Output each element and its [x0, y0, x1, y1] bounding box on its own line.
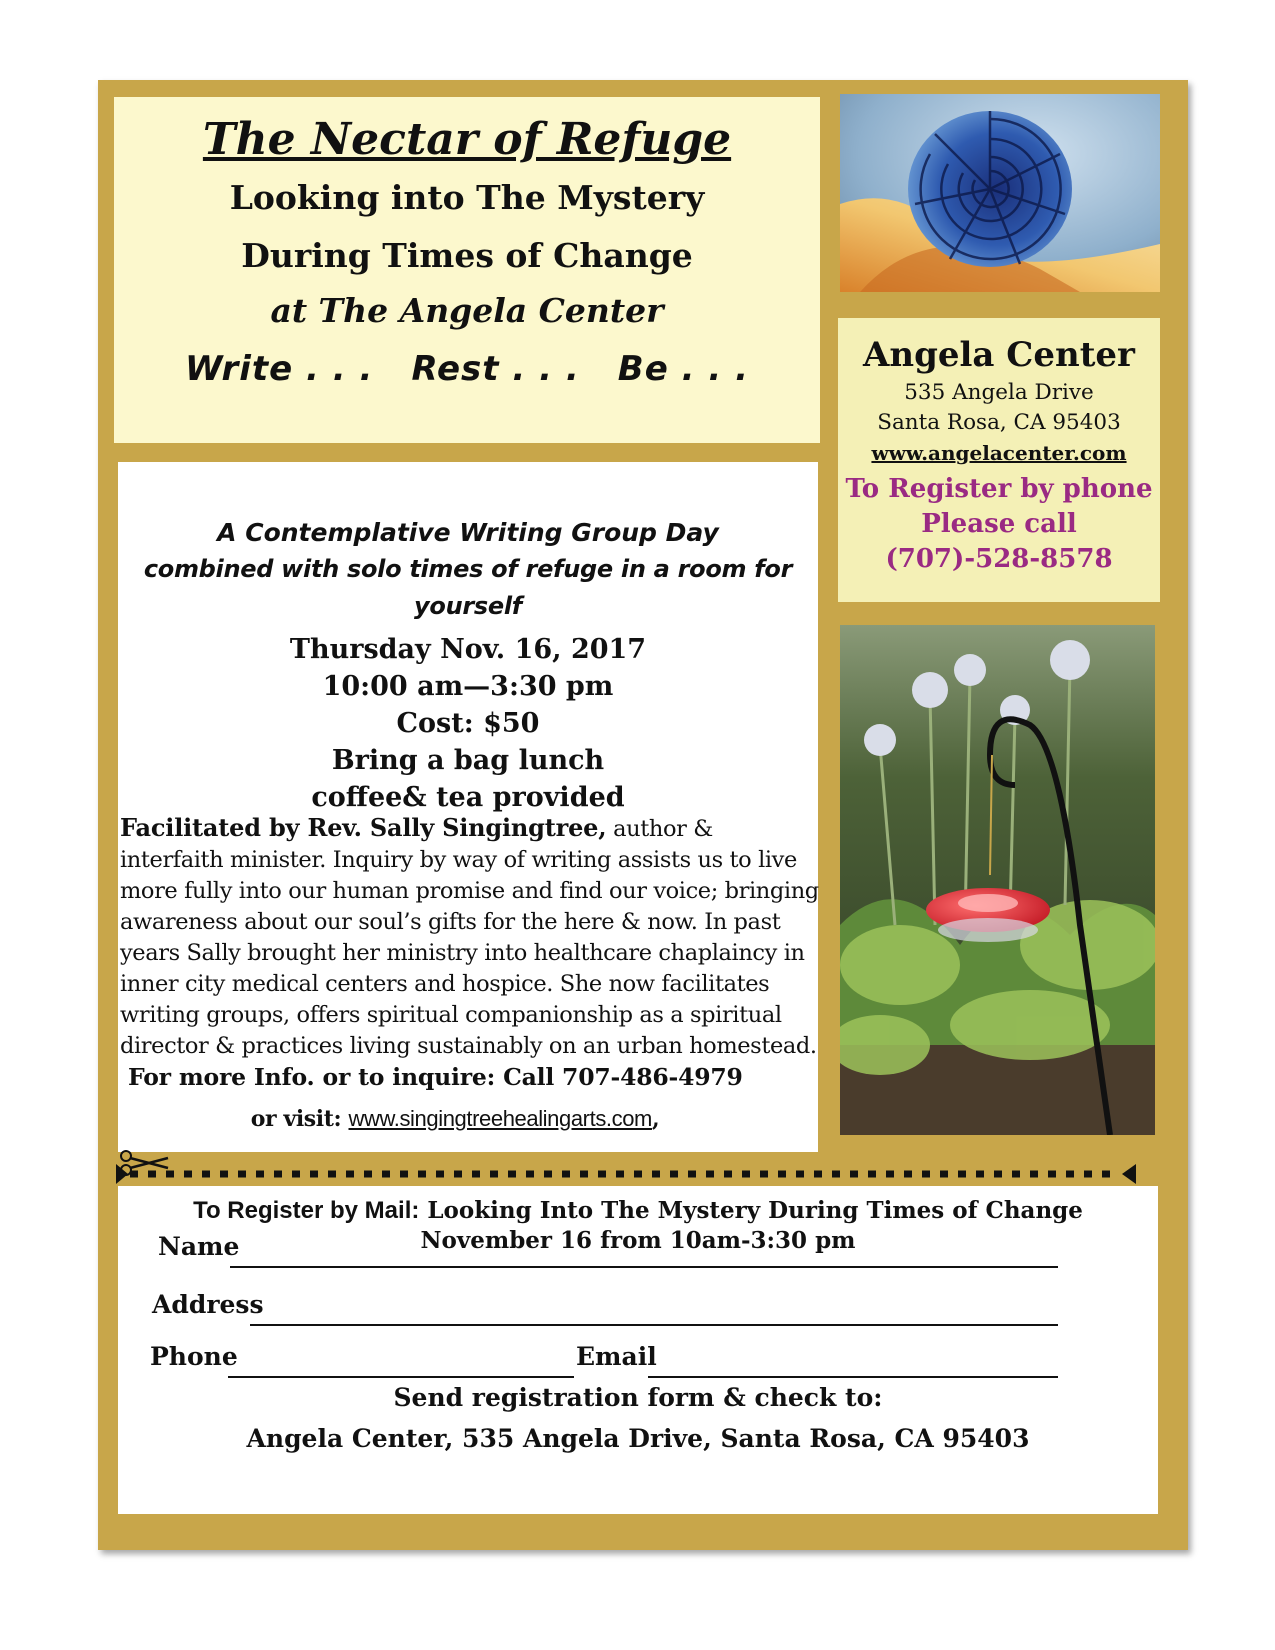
- facilitator-bio: [120, 812, 820, 1135]
- center-city: Santa Rosa, CA 95403: [877, 410, 1121, 435]
- location-line: at The Angela Center: [270, 291, 664, 330]
- contact-panel: [838, 318, 1160, 602]
- tagline: [114, 339, 820, 399]
- registration-form: [118, 1186, 1158, 1514]
- phone-input-line[interactable]: [228, 1376, 574, 1378]
- subtitle-line-2: During Times of Change: [241, 236, 693, 275]
- visit-suffix: ,: [652, 1106, 660, 1132]
- mail-title: Looking Into The Mystery During Times of Change: [419, 1197, 1083, 1224]
- mail-label: To Register by Mail:: [193, 1197, 420, 1224]
- subtitle-line-1: Looking into The Mystery: [229, 178, 705, 217]
- name-field: [158, 1232, 1058, 1272]
- cut-line: [116, 1148, 1136, 1184]
- event-cost: Cost: $50: [396, 708, 540, 739]
- send-label: Send registration form & check to:: [393, 1383, 883, 1412]
- phone-label-2: Please call: [921, 509, 1077, 539]
- send-address: Angela Center, 535 Angela Drive, Santa Rosa, CA 95403: [246, 1424, 1030, 1453]
- tagline-write: Write . . .: [184, 349, 374, 389]
- mail-date: November 16 from 10am-3:30 pm: [420, 1227, 856, 1254]
- visit-line: [90, 1103, 820, 1135]
- center-name: Angela Center: [863, 335, 1135, 375]
- bio-text: author & interfaith minister. Inquiry by way of writing assists us to live more fully into our human promise and find our voice; bringing awareness about our soul’s gifts for the here & now. In past years Sally brought her ministry into healthcare chaplaincy in inner city medical centers and hospice. She now facilitates writing groups, offers spiritual companionship as a spiritual director & practices living sustainably on an urban homestead.: [120, 816, 819, 1059]
- nautilus-shell-image: [840, 94, 1160, 292]
- bio-lead: Facilitated by Rev. Sally Singingtree,: [120, 813, 607, 842]
- tagline-be: Be . . .: [617, 349, 750, 389]
- event-details: [118, 631, 818, 816]
- event-date: Thursday Nov. 16, 2017: [289, 634, 647, 665]
- phone-label: Phone: [150, 1342, 238, 1371]
- event-description: [118, 514, 818, 625]
- event-info-panel: [118, 462, 818, 1152]
- email-input-line[interactable]: [648, 1376, 1058, 1378]
- event-time: 10:00 am—3:30 pm: [322, 671, 614, 702]
- title-panel: [114, 97, 820, 443]
- center-street: 535 Angela Drive: [904, 380, 1094, 405]
- name-input-line[interactable]: [230, 1266, 1058, 1268]
- address-field: [152, 1290, 1062, 1330]
- name-label: Name: [158, 1232, 240, 1261]
- email-label: Email: [576, 1342, 657, 1371]
- script-line-2: combined with solo times of refuge in a room for yourself: [143, 555, 793, 620]
- scissors-icon: [121, 1151, 168, 1175]
- visit-link[interactable]: www.singingtreehealingarts.com: [348, 1106, 652, 1131]
- phone-field: [150, 1342, 1062, 1382]
- address-input-line[interactable]: [250, 1324, 1058, 1326]
- phone-label-1: To Register by phone: [845, 474, 1153, 504]
- garden-hummingbird-feeder-image: [840, 625, 1155, 1135]
- event-lunch: Bring a bag lunch: [331, 745, 605, 776]
- event-provided: coffee& tea provided: [311, 782, 625, 813]
- script-line-1: A Contemplative Writing Group Day: [217, 518, 719, 547]
- visit-label: or visit:: [250, 1106, 349, 1132]
- tagline-rest: Rest . . .: [411, 349, 580, 389]
- center-website-link[interactable]: www.angelacenter.com: [871, 441, 1127, 465]
- flyer-title: The Nectar of Refuge: [202, 114, 732, 165]
- more-info: For more Info. or to inquire: Call 707-486-4979: [128, 1063, 743, 1091]
- center-phone: (707)-528-8578: [885, 544, 1113, 574]
- address-label: Address: [152, 1290, 264, 1319]
